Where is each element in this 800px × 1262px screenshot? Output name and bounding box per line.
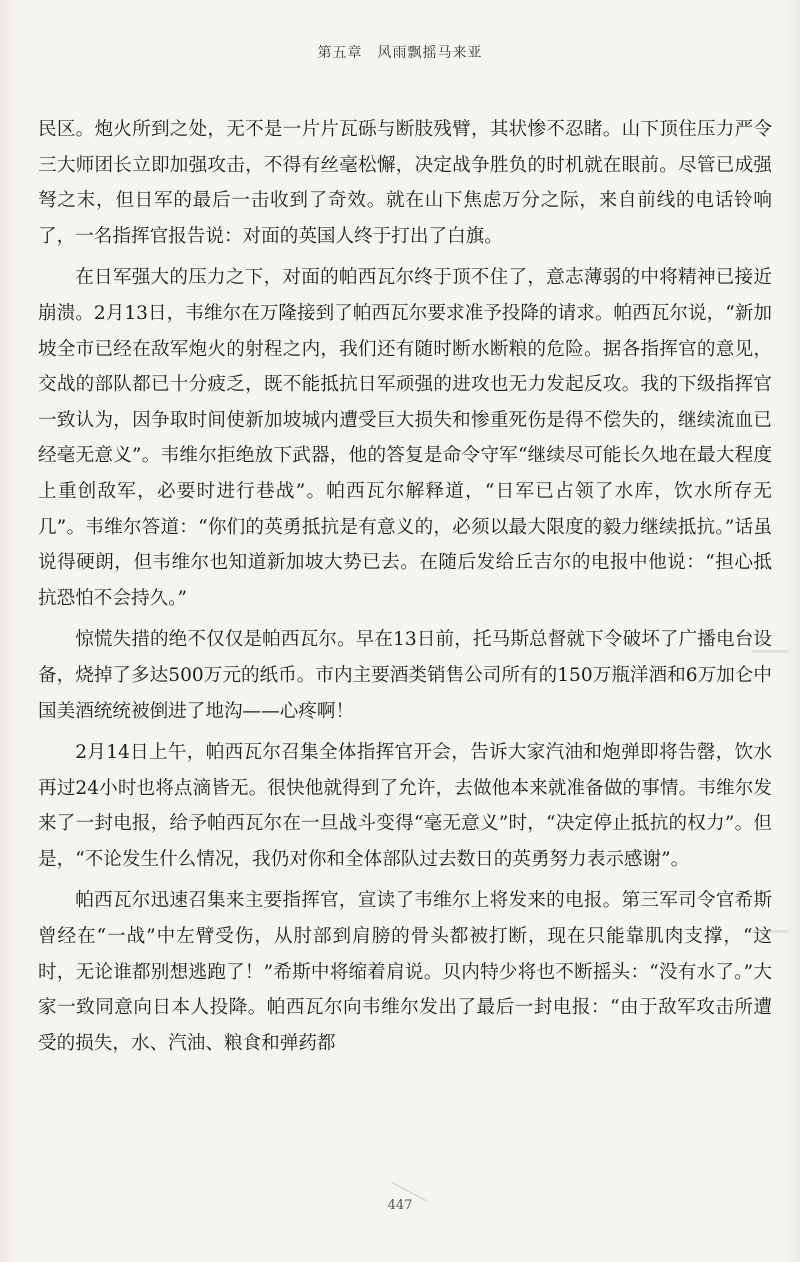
paragraph-3: 惊慌失措的绝不仅仅是帕西瓦尔。早在13日前，托马斯总督就下令破坏了广播电台设备，烧掉了多达500万元的纸币。市内主要酒类销售公司所有的150万瓶洋酒和6万加仑中国美酒统统被倒进了地沟——心疼啊！ (38, 629, 772, 722)
scan-smudge (752, 650, 788, 653)
paragraph-5: 帕西瓦尔迅速召集来主要指挥官，宣读了韦维尔上将发来的电报。第三军司令官希斯曾经在“一战”中左臂受伤，从肘部到肩膀的骨头都被打断，现在只能靠肌肉支撑，“这时，无论谁都别想逃跑了！”希斯中将缩着肩说。贝内特少将也不断摇头：“没有水了。”大家一致同意向日本人投降。帕西瓦尔向韦维尔发出了最后一封电报：“由于敌军攻击所遭受的损失，水、汽油、粮食和弹药都 (38, 890, 772, 1054)
paragraph-2: 在日军强大的压力之下，对面的帕西瓦尔终于顶不住了，意志薄弱的中将精神已接近崩溃。2月13日，韦维尔在万隆接到了帕西瓦尔要求准予投降的请求。帕西瓦尔说，“新加坡全市已经在敌军炮火的射程之内，我们还有随时断水断粮的危险。据各指挥官的意见，交战的部队都已十分疲乏，既不能抵抗日军顽强的进攻也无力发起反攻。我的下级指挥官一致认为，因争取时间使新加坡城内遭受巨大损失和惨重死伤是得不偿失的，继续流血已经毫无意义”。韦维尔拒绝放下武器，他的答复是命令守军“继续尽可能长久地在最大程度上重创敌军，必要时进行巷战”。帕西瓦尔解释道，“日军已占领了水库，饮水所存无几”。韦维尔答道：“你们的英勇抵抗是有意义的，必须以最大限度的毅力继续抵抗。”话虽说得硬朗，但韦维尔也知道新加坡大势已去。在随后发给丘吉尔的电报中他说：“担心抵抗恐怕不会持久。” (38, 267, 773, 609)
paragraph-1: 民区。炮火所到之处，无不是一片片瓦砾与断肢残臂，其状惨不忍睹。山下顶住压力严令三大师团长立即加强攻击，不得有丝毫松懈，决定战争胜负的时机就在眼前。尽管已成强弩之末，但日军的最后一击收到了奇效。就在山下焦虑万分之际，来自前线的电话铃响了，一名指挥官报告说：对面的英国人终于打出了白旗。 (38, 119, 772, 247)
page-number: 447 (387, 1198, 413, 1213)
paragraph-4: 2月14日上午，帕西瓦尔召集全体指挥官开会，告诉大家汽油和炮弹即将告罄，饮水再过24小时也将点滴皆无。很快他就得到了允许，去做他本来就准备做的事情。韦维尔发来了一封电报，给予帕西瓦尔在一旦战斗变得“毫无意义”时，“决定停止抵抗的权力”。但是，“不论发生什么情况，我仍对你和全体部队过去数日的英勇努力表示感谢”。 (38, 742, 772, 870)
scan-smudge (752, 930, 788, 933)
chapter-header: 第五章 风雨飘摇马来亚 (317, 45, 483, 61)
body-text (38, 112, 772, 1067)
